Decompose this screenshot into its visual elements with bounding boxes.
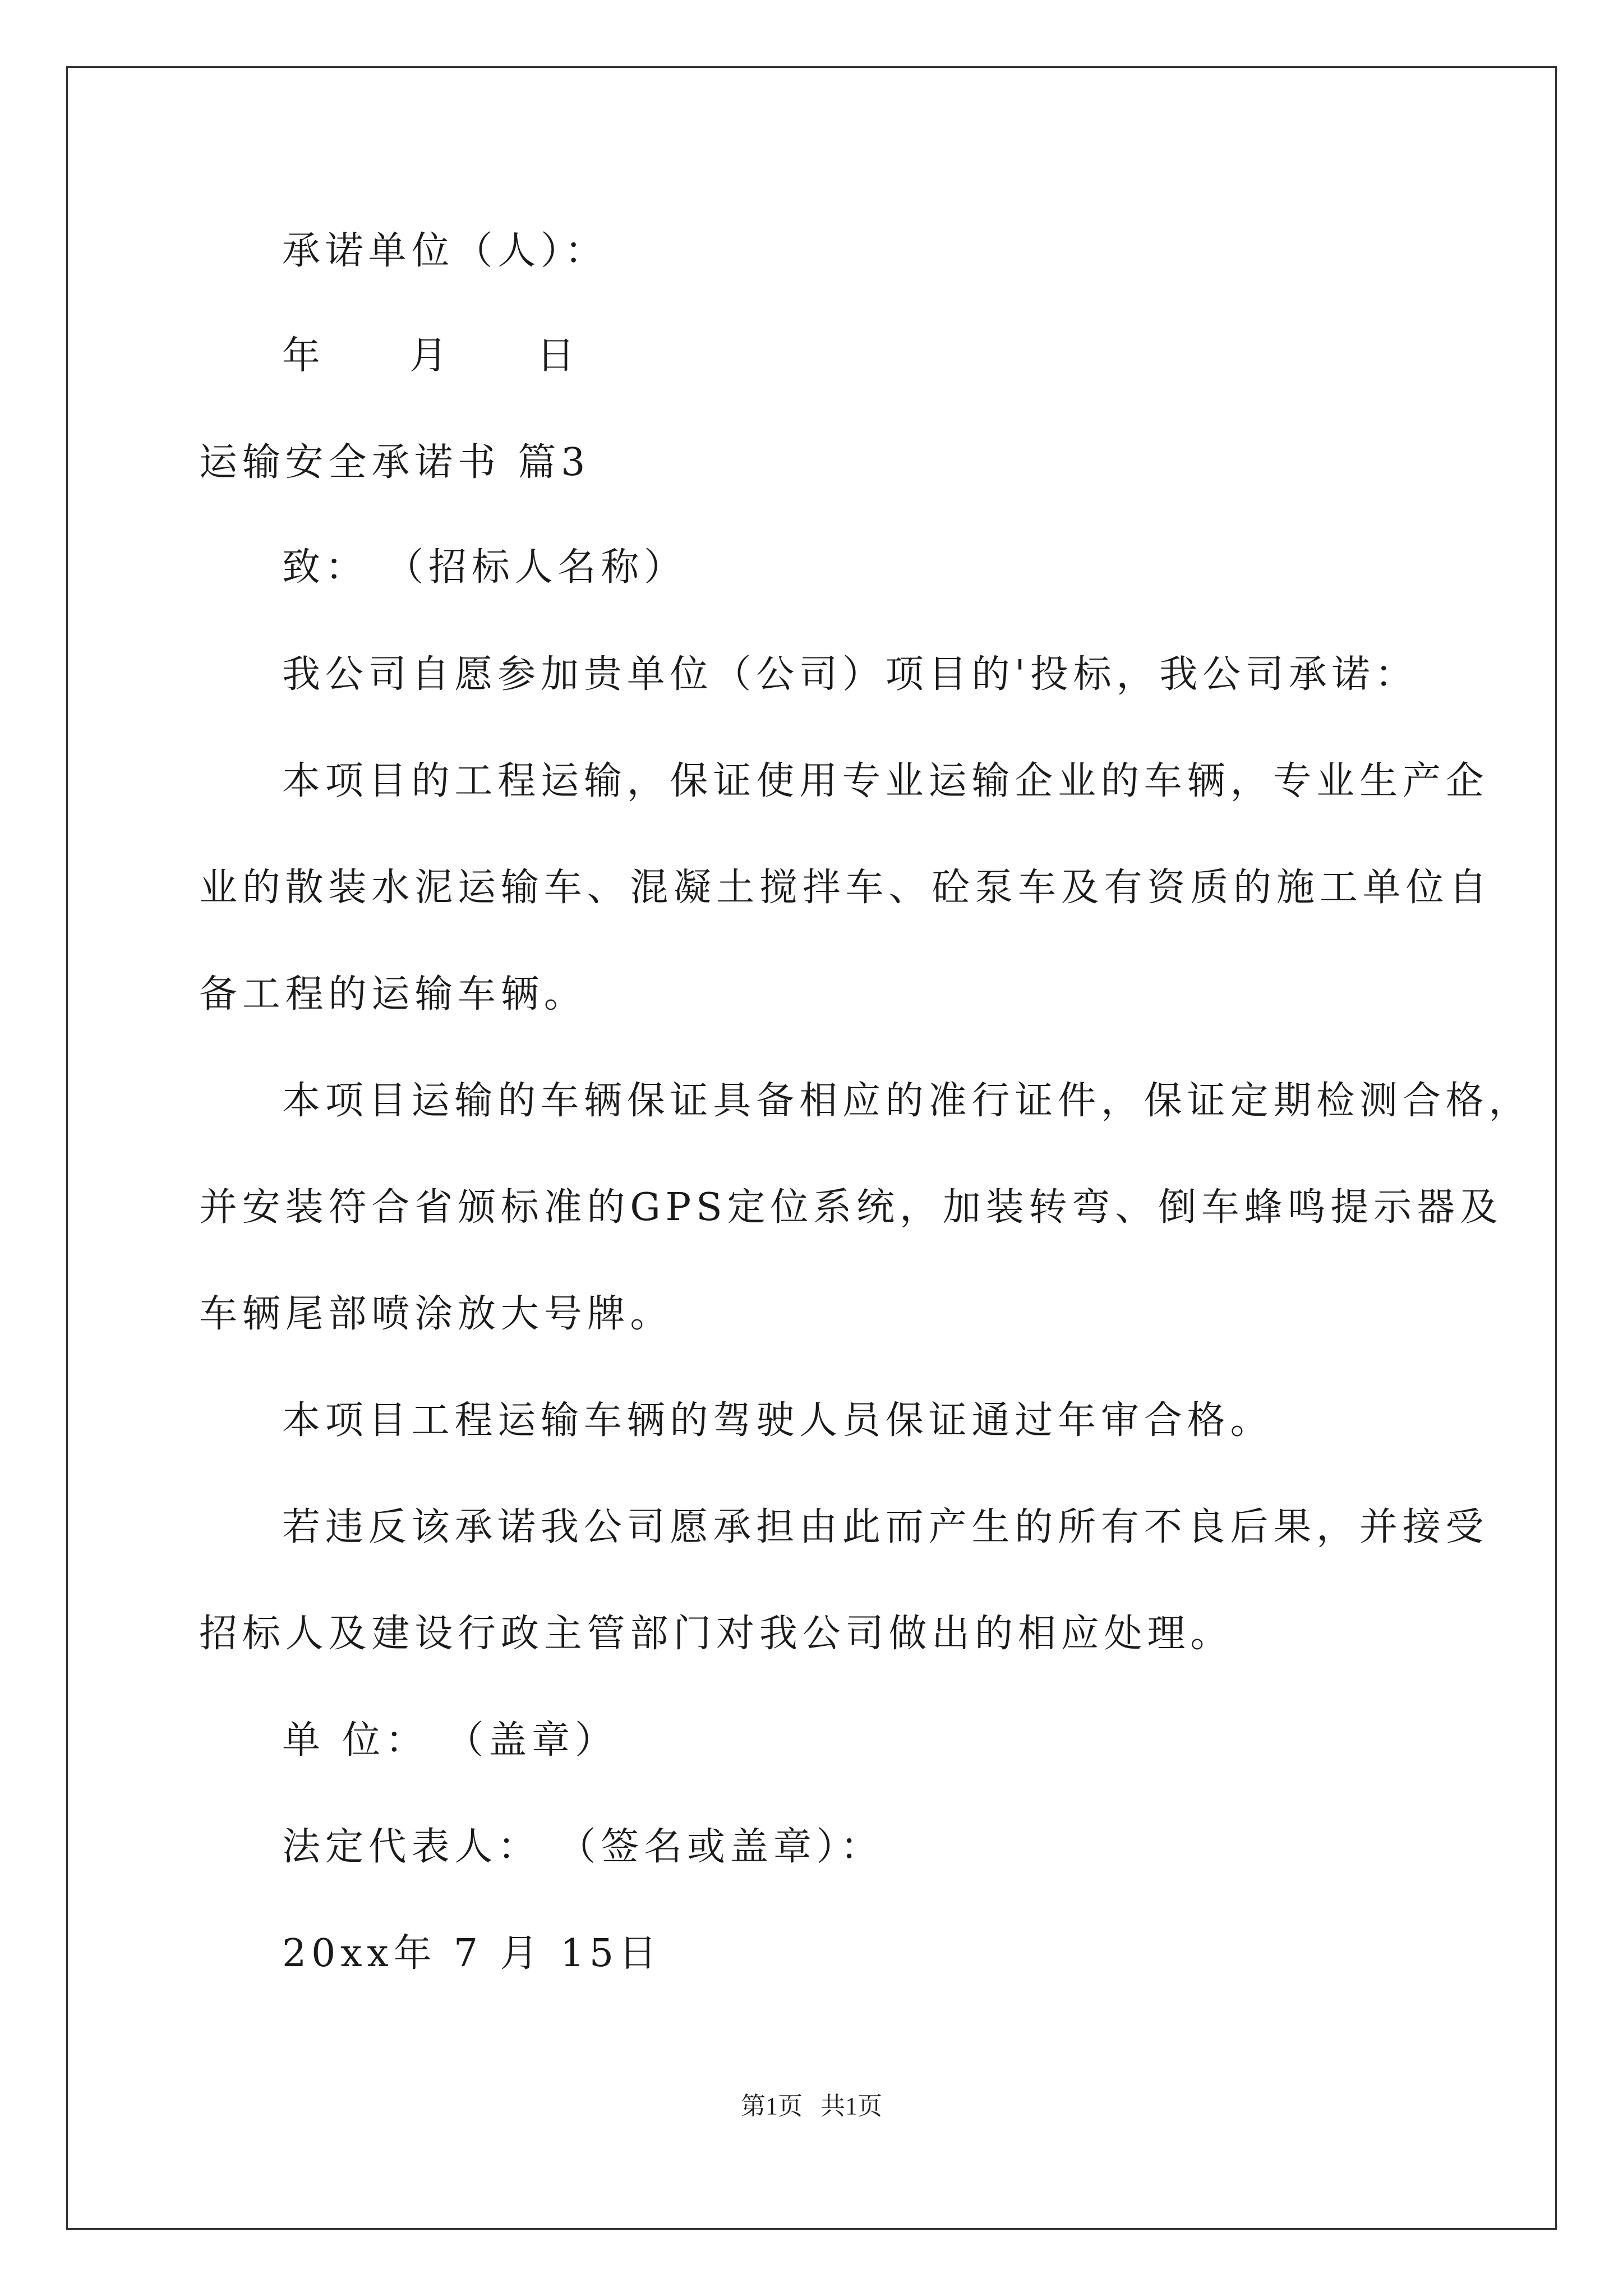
paragraph-line: 本项目的工程运输，保证使用专业运输企业的车辆，专业生产企 [282, 759, 1489, 803]
paragraph-line: 业的散装水泥运输车、混凝土搅拌车、砼泵车及有资质的施工单位自 [199, 866, 1492, 910]
addressee-line: 致： （招标人名称） [282, 545, 688, 590]
pledge-unit-label: 承诺单位（人）： [282, 229, 608, 273]
paragraph-line: 招标人及建设行政主管部门对我公司做出的相应处理。 [199, 1612, 1234, 1656]
date-year-label: 年 [282, 334, 325, 378]
paragraph-line: 本项目运输的车辆保证具备相应的准行证件，保证定期检测合格， [282, 1079, 1532, 1123]
section-heading: 运输安全承诺书 篇3 [199, 440, 591, 485]
date-line: 20xx年 7 月 15日 [282, 1931, 662, 1976]
paragraph-line: 若违反该承诺我公司愿承担由此而产生的所有不良后果，并接受 [282, 1505, 1489, 1549]
page-number: 第1页 [741, 2092, 803, 2120]
page-border [66, 66, 1557, 2230]
paragraph-line: 并安装符合省颁标准的GPS定位系统，加装转弯、倒车蜂鸣提示器及 [199, 1185, 1503, 1230]
date-month-label: 月 [409, 334, 453, 378]
paragraph-line: 我公司自愿参加贵单位（公司）项目的'投标，我公司承诺： [282, 652, 1418, 697]
paragraph-line: 车辆尾部喷涂放大号牌。 [199, 1292, 674, 1336]
date-blank-row [282, 331, 580, 381]
paragraph-line: 备工程的运输车辆。 [199, 972, 587, 1016]
page-footer [0, 2090, 1623, 2123]
legal-representative-line: 法定代表人： （签名或盖章）： [282, 1825, 884, 1869]
date-day-label: 日 [536, 334, 580, 378]
page-total: 共1页 [820, 2092, 882, 2120]
seal-line: 单 位： （盖章） [282, 1718, 618, 1763]
paragraph-line: 本项目工程运输车辆的驾驶人员保证通过年审合格。 [282, 1398, 1274, 1443]
